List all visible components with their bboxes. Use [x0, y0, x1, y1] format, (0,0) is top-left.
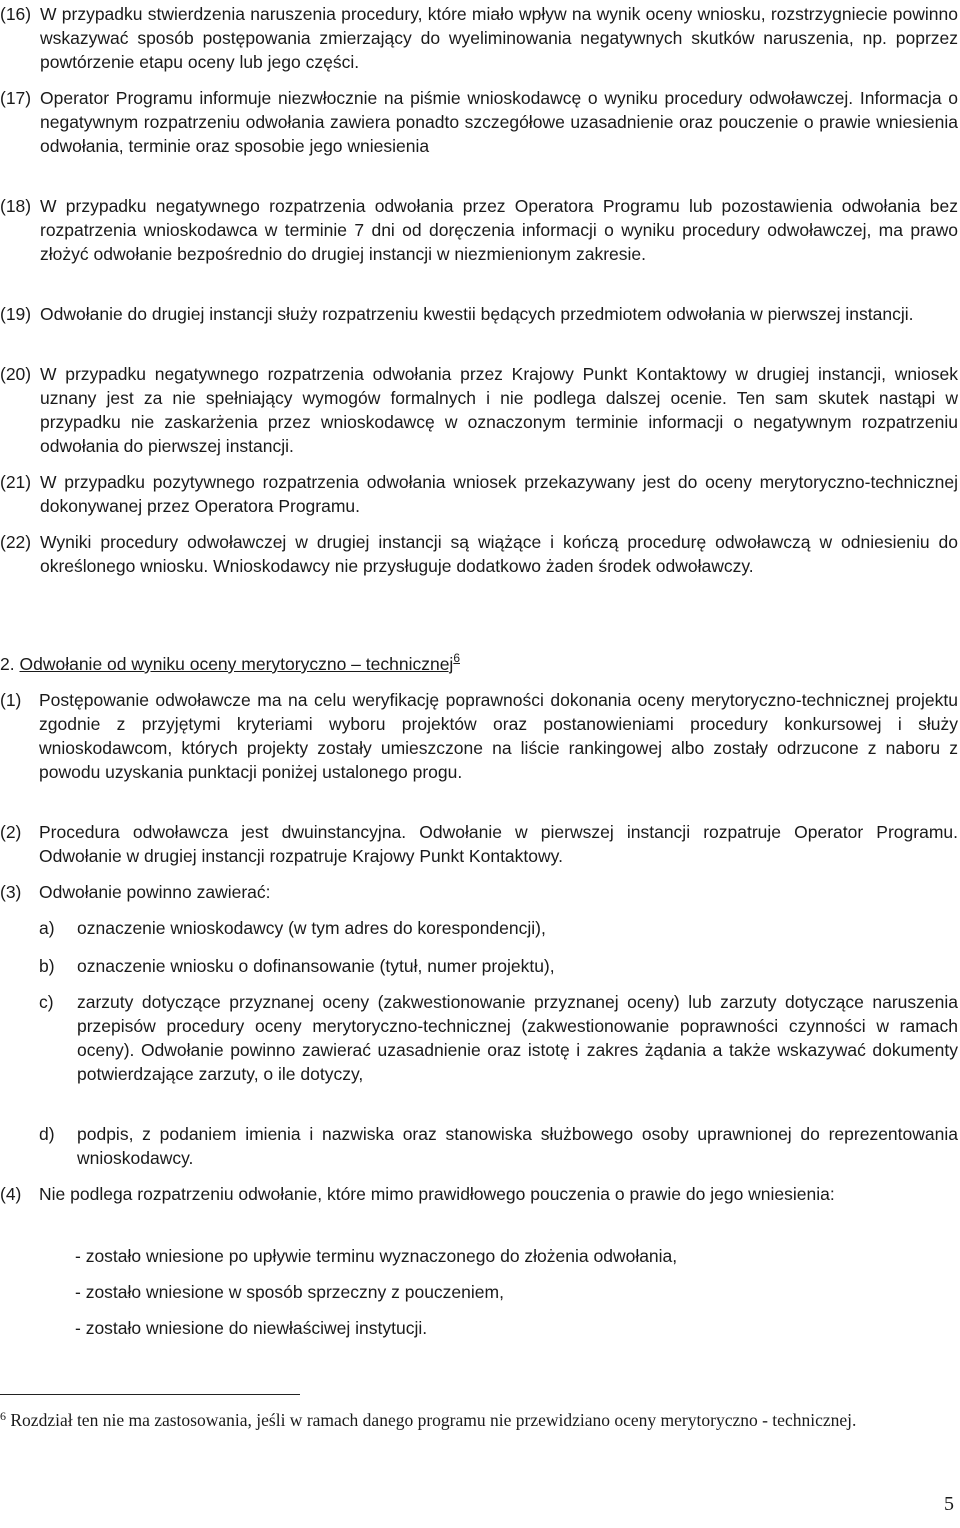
sub-item-text: oznaczenie wniosku o dofinansowanie (tytuł, numer projektu), [77, 956, 555, 976]
paragraph-number: (20) [0, 364, 32, 384]
paragraph-text: W przypadku stwierdzenia naruszenia procedury, które miało wpływ na wynik oceny wniosku, rozstrzygniecie powinno wskazywać sposób postępowania zmierzający do wyeliminowania negatywnych skutków naruszenia, np. poprzez powtórzenie etapu oceny lub jego części. [40, 4, 958, 72]
paragraph-number: (17) [0, 88, 32, 108]
paragraph-number: (16) [0, 4, 32, 24]
paragraph-text: Odwołanie powinno zawierać: [39, 882, 271, 902]
paragraph-text: Operator Programu informuje niezwłocznie na piśmie wnioskodawcę o wyniku procedury odwoławczej. Informacja o negatywnym rozpatrzeniu odwołania zawiera ponadto szczegółowe uzasadnienie oraz pouczenie o prawie wniesienia odwołania, terminie oraz sposobie jego wniesienia [40, 88, 958, 156]
page-number: 5 [944, 1493, 954, 1515]
paragraph-text: Odwołanie do drugiej instancji służy rozpatrzeniu kwestii będących przedmiotem odwołania w pierwszej instancji. [40, 304, 914, 324]
paragraph-number: (21) [0, 472, 32, 492]
paragraph-number: (18) [0, 196, 32, 216]
footnote-text: Rozdział ten nie ma zastosowania, jeśli w ramach danego programu nie przewidziano oceny merytoryczno - technicznej. [6, 1410, 857, 1430]
dash-item-1: - zostało wniesione po upływie terminu wyznaczonego do złożenia odwołania, [75, 1246, 678, 1266]
paragraph-number: (2) [0, 822, 22, 842]
paragraph-16 [0, 2, 958, 74]
paragraph-text: W przypadku negatywnego rozpatrzenia odwołania przez Krajowy Punkt Kontaktowy w drugiej instancji, wniosek uznany jest za nie spełniający wymogów formalnych i nie podlega dalszej ocenie. Ten sam skutek nastąpi w przypadku nie zaskarżenia przez wnioskodawcę w oznaczonym terminie informacji o negatywnym rozpatrzeniu odwołania do pierwszej instancji. [40, 364, 958, 456]
footnote-reference[interactable]: 6 [453, 651, 460, 665]
sub-item-a [39, 916, 958, 940]
section-number: 2. [0, 654, 15, 674]
paragraph-20 [0, 362, 958, 458]
paragraph-text: Wyniki procedury odwoławczej w drugiej instancji są wiążące i kończą procedurę odwoławczą w odniesieniu do określonego wniosku. Wnioskodawcy nie przysługuje dodatkowo żaden środek odwoławczy. [40, 532, 958, 576]
paragraph-number: (22) [0, 532, 32, 552]
sub-item-letter: c) [39, 992, 54, 1012]
paragraph-number: (1) [0, 690, 22, 710]
paragraph-text: W przypadku negatywnego rozpatrzenia odwołania przez Operatora Programu lub pozostawienia odwołania bez rozpatrzenia wnioskodawca w terminie 7 dni od doręczenia informacji o wyniku procedury odwoławczej, ma prawo złożyć odwołanie bezpośrednio do drugiej instancji w niezmienionym zakresie. [40, 196, 958, 264]
paragraph-text: W przypadku pozytywnego rozpatrzenia odwołania wniosek przekazywany jest do oceny merytoryczno-technicznej dokonywanej przez Operatora Programu. [40, 472, 958, 516]
dash-item-2: - zostało wniesione w sposób sprzeczny z pouczeniem, [75, 1282, 504, 1302]
footnote-separator [0, 1394, 300, 1395]
section-title: Odwołanie od wyniku oceny merytoryczno – technicznej [19, 654, 454, 674]
sub-item-letter: a) [39, 918, 55, 938]
dash-item-3: - zostało wniesione do niewłaściwej instytucji. [75, 1318, 428, 1338]
sub-item-text: zarzuty dotyczące przyznanej oceny (zakwestionowanie przyznanej oceny) lub zarzuty dotyczące naruszenia przepisów procedury oceny merytoryczno-technicznej (zakwestionowanie poprawności czynności w ramach oceny). Odwołanie powinno zawierać uzasadnienie oraz istotę i zakres żądania a także wskazywać dokumenty potwierdzające zarzuty, o ile dotyczy, [77, 992, 958, 1084]
paragraph-19 [0, 302, 958, 326]
paragraph-number: (3) [0, 882, 22, 902]
paragraph-text: Procedura odwoławcza jest dwuinstancyjna. Odwołanie w pierwszej instancji rozpatruje Operator Programu. Odwołanie w drugiej instancji rozpatruje Krajowy Punkt Kontaktowy. [39, 822, 958, 866]
sub-item-text: oznaczenie wnioskodawcy (w tym adres do korespondencji), [77, 918, 546, 938]
paragraph-text: Nie podlega rozpatrzeniu odwołanie, które mimo prawidłowego pouczenia o prawie do jego wniesienia: [39, 1184, 835, 1204]
paragraph-4 [0, 1182, 958, 1206]
sub-item-d [39, 1122, 958, 1170]
paragraph-21 [0, 470, 958, 518]
sub-item-text: podpis, z podaniem imienia i nazwiska oraz stanowiska służbowego osoby uprawnionej do reprezentowania wnioskodawcy. [77, 1124, 958, 1168]
paragraph-number: (4) [0, 1184, 22, 1204]
sub-item-c [39, 990, 958, 1086]
paragraph-2 [0, 820, 958, 868]
sub-item-letter: d) [39, 1124, 55, 1144]
paragraph-17 [0, 86, 958, 158]
section-heading [0, 652, 958, 676]
paragraph-18 [0, 194, 958, 266]
footnote-number: 6 [0, 1409, 6, 1423]
footnote [0, 1408, 920, 1432]
paragraph-1 [0, 688, 958, 784]
sub-item-letter: b) [39, 956, 55, 976]
paragraph-text: Postępowanie odwoławcze ma na celu weryfikację poprawności dokonania oceny merytoryczno-technicznej projektu zgodnie z przyjętymi kryteriami wyboru projektów oraz postanowieniami procedury konkursowej i służy wnioskodawcom, których projekty zostały umieszczone na liście rankingowej albo zostały odrzucone z naboru z powodu uzyskania punktacji poniżej ustalonego progu. [39, 690, 958, 782]
sub-item-b [39, 954, 958, 978]
paragraph-22 [0, 530, 958, 578]
paragraph-number: (19) [0, 304, 32, 324]
paragraph-3 [0, 880, 958, 904]
